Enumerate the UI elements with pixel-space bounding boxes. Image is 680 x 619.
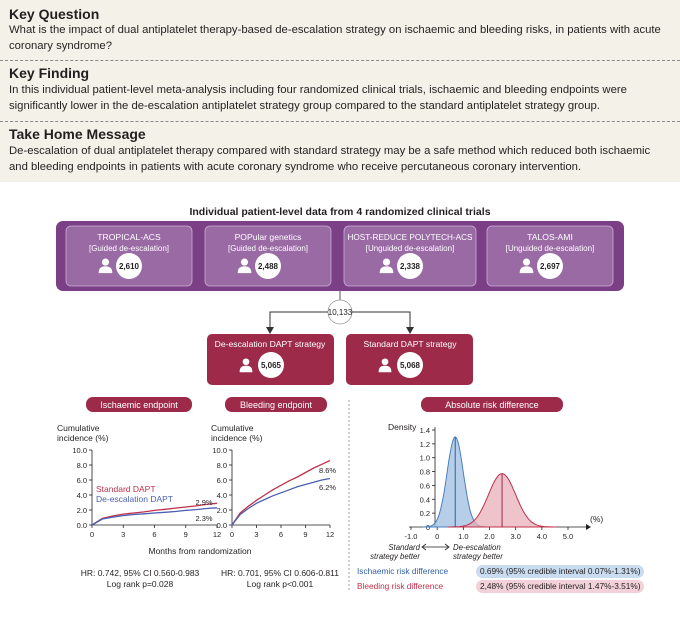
x-tick-label: 6	[152, 530, 157, 539]
arm-n: 5,065	[260, 361, 282, 370]
legend-standard: Standard DAPT	[96, 484, 156, 494]
trial-type: [Unguided de-escalation]	[365, 244, 455, 253]
trial-name: TROPICAL-ACS	[97, 232, 161, 242]
flow-arrow-right	[352, 312, 410, 329]
divider	[0, 121, 680, 122]
key-question-text: What is the impact of dual antiplatelet therapy-based de-escalation strategy on ischaemic and bleeding risks, in patients with acute coronary syndrome?	[9, 24, 661, 52]
bleeding-ylabel: incidence (%)	[211, 433, 263, 443]
y-tick-label: 10.0	[212, 446, 227, 455]
months-label: Months from randomization	[148, 546, 252, 556]
x-tick-label: 4.0	[536, 532, 548, 541]
arm-box-standard	[346, 334, 473, 385]
y-tick-label: 0.0	[76, 521, 87, 530]
ischaemic-stats: Log rank p=0.028	[106, 579, 174, 589]
y-tick-label: 0.0	[216, 521, 227, 530]
trial-n: 2,488	[257, 262, 279, 271]
hint-standard: Standard	[388, 543, 420, 552]
take-home-text: De-escalation of dual antiplatelet therapy compared with standard strategy may be a safe method which reduced both ischaemic and bleeding endpoints in patients with acute coronary syndrome who receive percutaneous coronary intervention.	[9, 145, 651, 173]
trial-card-popular-genetics	[205, 226, 331, 286]
end-label-standard: 2.9%	[195, 498, 213, 507]
bleed-diff-value: 2,48% (95% credible interval 1.47%-3.51%)	[480, 581, 641, 591]
y-tick-label: 4.0	[76, 491, 87, 500]
y-tick-label: 1.2	[419, 439, 430, 449]
ischaemic-ylabel: incidence (%)	[57, 433, 109, 443]
y-tick-label: 1.4	[419, 426, 430, 435]
x-tick-label: 9	[303, 530, 308, 539]
end-label-deescalation: 2.3%	[195, 514, 213, 523]
flow-arrow-left	[270, 312, 328, 329]
y-tick-label: 2.0	[216, 506, 227, 515]
hint-arrow	[422, 544, 449, 550]
trial-type: [Guided de-escalation]	[88, 244, 170, 253]
x-tick-label: 0	[229, 530, 235, 539]
total-n: 10,133	[327, 308, 353, 317]
ischaemic-label: Ischaemic endpoint	[100, 400, 178, 410]
y-tick-label: 2.0	[76, 506, 87, 515]
x-tick-label: 3	[121, 530, 126, 539]
arm-n: 5,068	[399, 361, 421, 370]
bleeding-ylabel: Cumulative	[211, 423, 254, 433]
x-tick-label: 0	[89, 530, 95, 539]
bleeding-stats: HR: 0.701, 95% CI 0.606-0.811	[221, 568, 339, 578]
risk-diff-label: Absolute risk difference	[445, 400, 539, 410]
isch-diff-value: 0.69% (95% credible interval 0.07%-1.31%)	[480, 566, 641, 576]
trial-card-talos-ami	[487, 226, 613, 286]
key-finding-heading: Key Finding	[9, 65, 90, 81]
y-tick-label: 4.0	[216, 491, 227, 500]
trial-n: 2,610	[118, 262, 140, 271]
x-tick-label: -1.0	[404, 532, 418, 541]
divider	[0, 60, 680, 61]
trial-name: POPular genetics	[234, 232, 302, 242]
x-tick-label: 6	[278, 530, 284, 539]
trial-type: [Guided de-escalation]	[227, 244, 309, 253]
ischaemic-chart	[57, 423, 221, 539]
trial-type: [Unguided de-escalation]	[505, 244, 595, 253]
hint-deescalation: De-escalation	[453, 543, 501, 552]
x-tick-label: 3	[254, 530, 259, 539]
x-unit: (%)	[590, 514, 604, 524]
x-tick-label: 1.0	[458, 532, 469, 541]
trial-n: 2,338	[399, 262, 421, 271]
arrowhead	[266, 327, 274, 334]
ischaemic-ylabel: Cumulative	[57, 423, 100, 433]
x-axis-arrowhead	[586, 524, 591, 530]
isch-diff-label: Ischaemic risk difference	[357, 566, 449, 576]
x-tick-label: 2.0	[484, 532, 495, 541]
x-tick-label: 12	[325, 530, 335, 539]
trial-name: HOST-REDUCE POLYTECH-ACS	[347, 233, 473, 242]
end-label-deescalation: 6.2%	[319, 483, 337, 492]
x-tick-label: 9	[183, 530, 188, 539]
risk-difference-chart	[370, 422, 603, 561]
density-ylabel: Density	[388, 422, 417, 432]
y-tick-label: 6.0	[216, 476, 227, 485]
legend-deescalation: De-escalation DAPT	[96, 494, 174, 504]
trial-name: TALOS-AMI	[527, 232, 573, 242]
x-tick-label: 0	[435, 532, 440, 541]
arm-box-deescalation	[207, 334, 334, 385]
hint-deescalation: strategy better	[453, 552, 503, 561]
trial-card-tropical-acs	[66, 226, 192, 286]
bleeding-label: Bleeding endpoint	[239, 400, 313, 410]
arrowhead	[406, 327, 414, 334]
bleed-diff-label: Bleeding risk difference	[357, 581, 444, 591]
y-tick-label: 0.4	[419, 495, 430, 505]
take-home-heading: Take Home Message	[9, 126, 146, 142]
arm-name: Standard DAPT strategy	[363, 339, 457, 349]
x-tick-label: 5.0	[562, 532, 574, 541]
bleeding-stats: Log rank p<0.001	[246, 579, 314, 589]
y-tick-label: 0.8	[419, 467, 430, 477]
bleeding-chart	[211, 423, 336, 539]
hint-standard: strategy better	[370, 552, 420, 561]
y-tick-label: 10.0	[72, 446, 87, 455]
arm-name: De-escalation DAPT strategy	[214, 339, 326, 349]
ischaemic-stats: HR: 0.742, 95% CI 0.560-0.983	[80, 568, 200, 578]
key-finding-text: In this individual patient-level meta-analysis including four randomized clinical trials, ischaemic and bleeding endpoints were significantly lower in the de-escalation antiplatelet strategy group compared to the standard antiplatelet strategy group.	[9, 84, 627, 112]
y-tick-label: 8.0	[216, 461, 227, 470]
trial-n: 2,697	[539, 262, 561, 271]
x-tick-label: 3.0	[510, 532, 521, 541]
y-tick-label: 0.6	[419, 481, 430, 491]
x-tick-label: 12	[212, 530, 222, 539]
trial-card-host-reduce	[344, 226, 476, 286]
y-tick-label: 1.0	[419, 453, 430, 463]
y-tick-label: 8.0	[76, 461, 87, 470]
y-tick-label: 0.2	[419, 509, 430, 519]
key-question-heading: Key Question	[9, 6, 100, 22]
graphical-abstract-figure	[0, 182, 680, 619]
y-tick-label: 6.0	[76, 476, 87, 485]
figure-title: Individual patient-level data from 4 randomized clinical trials	[189, 206, 491, 218]
end-label-standard: 8.6%	[319, 466, 337, 475]
